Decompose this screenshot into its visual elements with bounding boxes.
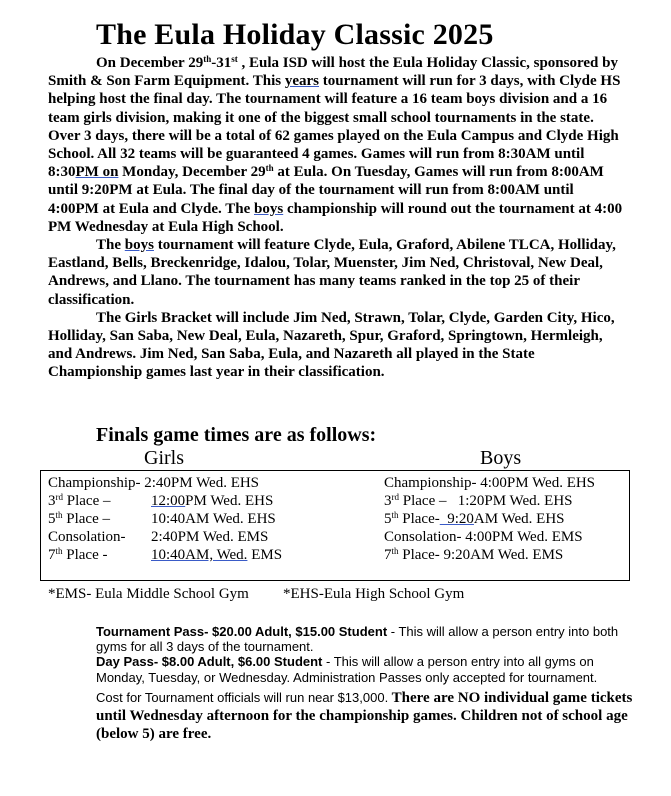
page-title: The Eula Holiday Classic 2025 (96, 18, 494, 51)
girls-7th-place-time: 10:40AM, Wed. EMS (151, 547, 283, 563)
paragraph-girls-teams: The Girls Bracket will include Jim Ned, Strawn, Tolar, Clyde, Garden City, Hico, Holliday, San Saba, New Deal, Eula, Nazareth, Spur, Graford, Springtown, Hermleigh, and Andrews. Jim Ned, San Saba, Eula, and Nazareth all played in the State Championship games last year in their classification. (48, 309, 615, 381)
girls-5th-place-time: 10:40AM Wed. EHS (151, 511, 276, 527)
girls-7th-place-label: 7th Place - (48, 546, 108, 563)
girls-3rd-place-label: 3rd Place – (48, 492, 111, 509)
boys-7th-place: 7th Place- 9:20AM Wed. EMS (384, 546, 564, 563)
boys-3rd-place: 3rd Place – 1:20PM Wed. EHS (384, 492, 573, 509)
intro-text (48, 54, 628, 382)
boys-column-title: Boys (480, 447, 522, 469)
girls-3rd-place-time: 12:00PM Wed. EHS (151, 493, 274, 509)
finals-heading: Finals game times are as follows: (96, 424, 377, 446)
girls-5th-place-label: 5th Place – (48, 510, 110, 527)
girls-championship: Championship- 2:40PM Wed. EHS (48, 475, 260, 491)
paragraph-dates: On December 29th-31st , Eula ISD will host the Eula Holiday Classic, sponsored by Smith & Son Farm Equipment. This years tournament will run for 3 days, with Clyde HS helping host the final day. The tournament will feature a 16 team boys division and a 16 team girls division, making it one of the biggest small school tournaments in the state. Over 3 days, there will be a total of 62 games played on the Eula Campus and Clyde High School. All 32 teams will be guaranteed 4 games. Games will run from 8:30AM until 8:30PM on Monday, December 29th at Eula. On Tuesday, Games will run from 8:00AM until 9:20PM at Eula. The final day of the tournament will run from 8:00AM until 4:00PM at Eula and Clyde. The boys championship will round out the tournament at 4:00 PM Wednesday at Eula High School. (48, 54, 623, 235)
officials-cost: Cost for Tournament officials will run near $13,000. (96, 690, 389, 705)
girls-consolation-label: Consolation- (48, 529, 126, 545)
boys-championship: Championship- 4:00PM Wed. EHS (384, 475, 596, 491)
pass-info (96, 624, 626, 685)
tournament-pass: Tournament Pass- $20.00 Adult, $15.00 Student - This will allow a person entry into both gyms for all 3 days of the tournament. (96, 624, 619, 655)
boys-consolation: Consolation- 4:00PM Wed. EMS (384, 529, 583, 545)
finals-schedule-box (40, 470, 630, 581)
closing-notes (96, 689, 636, 743)
girls-consolation-time: 2:40PM Wed. EMS (151, 529, 269, 545)
day-pass: Day Pass- $8.00 Adult, $6.00 Student - This will allow a person entry into all gyms on Monday, Tuesday, or Wednesday. Administration Passes only accepted for tournament. (96, 654, 598, 685)
paragraph-boys-teams: The boys tournament will feature Clyde, Eula, Graford, Abilene TLCA, Holliday, Eastland, Bells, Breckenridge, Idalou, Tolar, Muenster, Jim Ned, Christoval, New Deal, Andrews, and Llano. The tournament has many teams ranked in the top 25 of their classification. (48, 237, 616, 308)
legend-ems: *EMS- Eula Middle School Gym (48, 586, 249, 602)
boys-5th-place: 5th Place- 9:20AM Wed. EHS (384, 510, 565, 527)
ticket-notice: There are NO individual game tickets until Wednesday afternoon for the championship games. Children not of school age (below 5) are free. (96, 690, 633, 742)
legend-ehs: *EHS-Eula High School Gym (283, 586, 465, 602)
girls-column-title: Girls (144, 447, 184, 469)
